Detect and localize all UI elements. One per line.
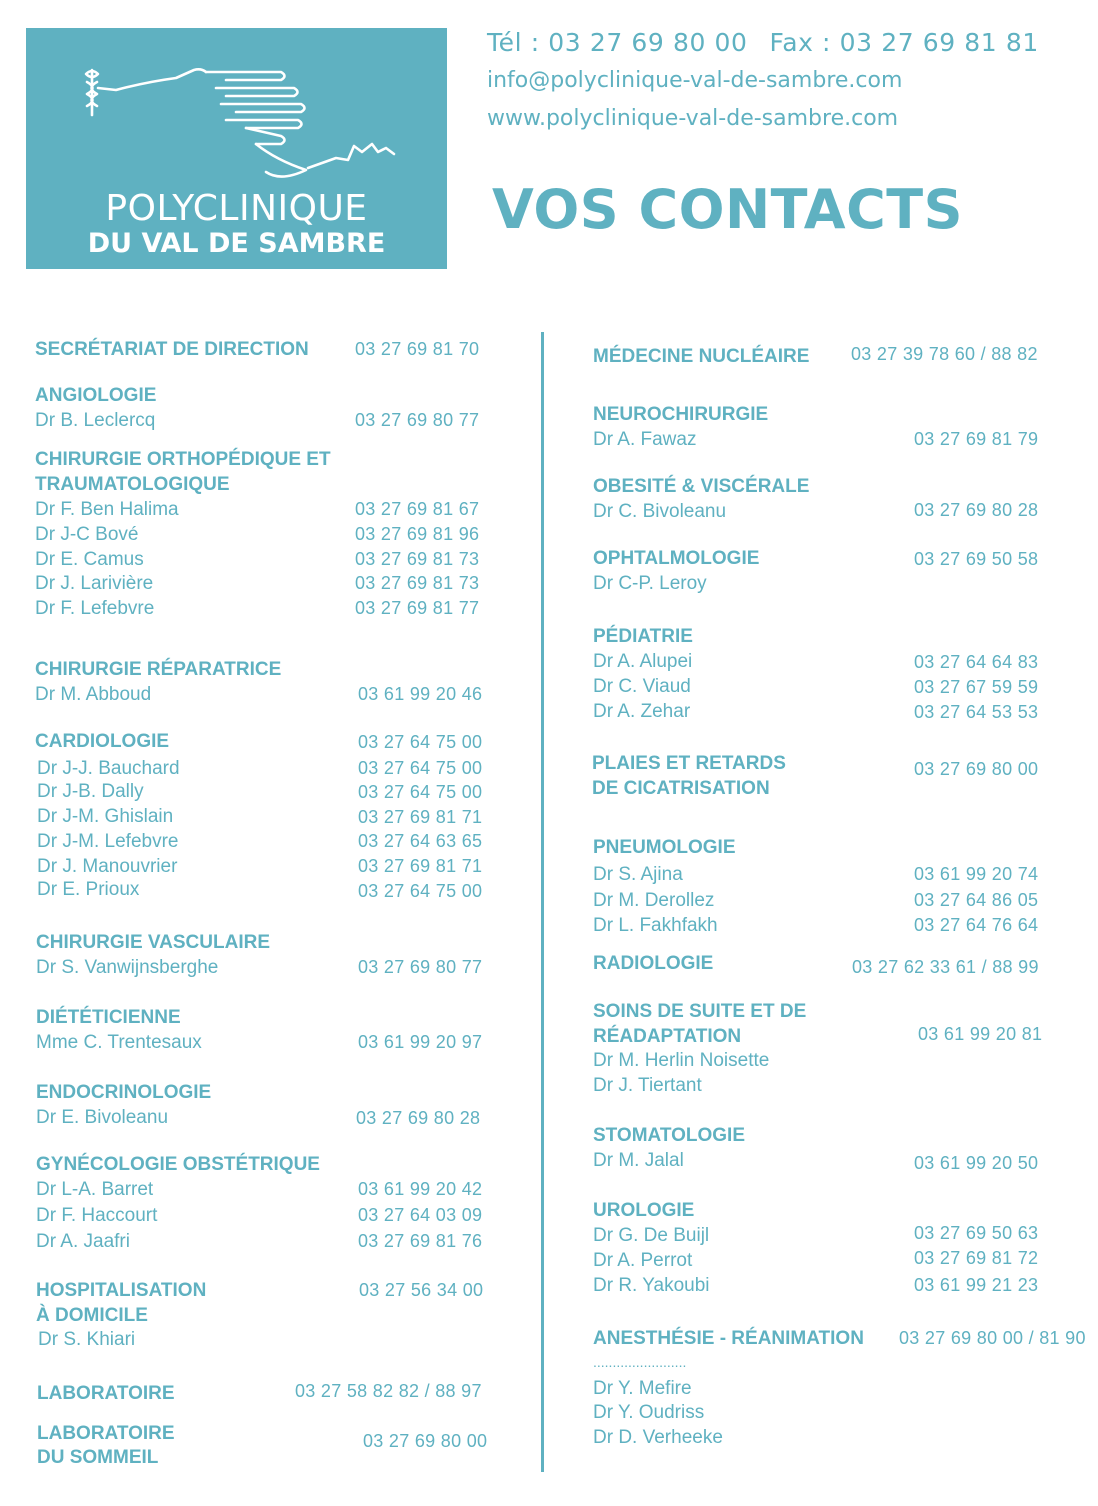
section-title: PLAIES ET RETARDS (592, 753, 786, 774)
doctor-name: Dr F. Haccourt (36, 1205, 158, 1226)
doctor-name: Dr Y. Mefire (593, 1378, 692, 1399)
tel-number: Tél : 03 27 69 80 00 (487, 28, 748, 57)
doctor-name: Dr C. Bivoleanu (593, 501, 727, 522)
doctor-name: Dr J-M. Ghislain (37, 806, 174, 827)
doctor-name: Dr A. Fawaz (593, 429, 697, 450)
section-title: ANESTHÉSIE - RÉANIMATION (593, 1328, 864, 1349)
phone-number: 03 27 58 82 82 / 88 97 (295, 1381, 482, 1401)
doctor-name: Dr M. Derollez (593, 890, 715, 911)
logo (26, 28, 447, 269)
phone-number: 03 27 64 75 00 (358, 732, 483, 752)
header-phone-line (487, 28, 1039, 57)
phone-number: 03 61 99 20 50 (914, 1153, 1039, 1173)
phone-number: 03 61 99 20 46 (358, 684, 483, 704)
doctor-name: Dr A. Jaafri (36, 1231, 130, 1252)
logo-line-2: DU VAL DE SAMBRE (87, 228, 386, 259)
section-title: ANGIOLOGIE (35, 385, 157, 406)
page-title: VOS CONTACTS (492, 178, 963, 241)
phone-number: 03 27 69 81 77 (355, 598, 480, 618)
phone-number: 03 27 64 63 65 (358, 831, 483, 851)
phone-number: 03 27 69 80 00 (914, 759, 1039, 779)
section-title: RADIOLOGIE (593, 953, 714, 974)
section-title: LABORATOIRE (37, 1383, 175, 1404)
section-title: MÉDECINE NUCLÉAIRE (593, 346, 810, 367)
doctor-name: Dr J-J. Bauchard (37, 758, 180, 779)
doctor-name: Dr L-A. Barret (36, 1179, 154, 1200)
doctor-name: Dr J-M. Lefebvre (37, 831, 179, 852)
column-divider (541, 332, 544, 1472)
phone-number: 03 27 69 81 71 (358, 856, 483, 876)
phone-number: 03 27 64 03 09 (358, 1205, 483, 1225)
phone-number: 03 27 69 80 77 (355, 410, 480, 430)
phone-number: 03 27 69 80 00 (363, 1431, 488, 1451)
doctor-name: Dr M. Abboud (35, 684, 152, 705)
phone-number: 03 27 69 81 71 (358, 807, 483, 827)
phone-number: 03 27 69 81 96 (355, 524, 480, 544)
doctor-name: Dr A. Zehar (593, 701, 691, 722)
section-title: À DOMICILE (36, 1305, 148, 1326)
phone-number: 03 61 99 21 23 (914, 1275, 1039, 1295)
dotted-separator: ........................ (593, 1354, 687, 1370)
fax-number: Fax : 03 27 69 81 81 (769, 28, 1039, 57)
doctor-name: Dr C. Viaud (593, 676, 691, 697)
phone-number: 03 61 99 20 81 (918, 1024, 1043, 1044)
doctor-name: Dr F. Ben Halima (35, 499, 179, 520)
phone-number: 03 27 64 76 64 (914, 915, 1039, 935)
doctor-name: Dr J. Tiertant (593, 1075, 702, 1096)
phone-number: 03 27 69 81 70 (355, 339, 480, 359)
phone-number: 03 27 56 34 00 (359, 1280, 484, 1300)
doctor-name: Dr G. De Buijl (593, 1225, 710, 1246)
section-title: CHIRURGIE VASCULAIRE (36, 932, 270, 953)
website-link[interactable]: www.polyclinique-val-de-sambre.com (487, 106, 899, 131)
doctor-name: Dr C-P. Leroy (593, 573, 707, 594)
section-title: NEUROCHIRURGIE (593, 404, 769, 425)
section-title: STOMATOLOGIE (593, 1125, 746, 1146)
doctor-name: Dr A. Perrot (593, 1250, 693, 1271)
doctor-name: Dr E. Camus (35, 549, 144, 570)
doctor-name: Dr M. Jalal (593, 1150, 684, 1171)
doctor-name: Dr F. Lefebvre (35, 598, 155, 619)
section-title: ENDOCRINOLOGIE (36, 1082, 212, 1103)
phone-number: 03 27 64 64 83 (914, 652, 1039, 672)
phone-number: 03 27 69 80 77 (358, 957, 483, 977)
doctor-name: Dr Y. Oudriss (593, 1402, 705, 1423)
doctor-name: Mme C. Trentesaux (36, 1032, 202, 1053)
section-title: CHIRURGIE ORTHOPÉDIQUE ET (35, 449, 331, 470)
email-link[interactable]: info@polyclinique-val-de-sambre.com (487, 68, 903, 93)
doctor-name: Dr B. Leclercq (35, 410, 156, 431)
doctor-name: Dr J-C Bové (35, 524, 139, 545)
phone-number: 03 27 69 50 58 (914, 549, 1039, 569)
phone-number: 03 27 69 81 79 (914, 429, 1039, 449)
phone-number: 03 27 39 78 60 / 88 82 (851, 344, 1038, 364)
section-title: CHIRURGIE RÉPARATRICE (35, 659, 282, 680)
doctor-name: Dr J. Manouvrier (37, 856, 178, 877)
section-title: SECRÉTARIAT DE DIRECTION (35, 339, 309, 360)
section-title: DIÉTÉTICIENNE (36, 1007, 181, 1028)
doctor-name: Dr J-B. Dally (37, 781, 144, 802)
phone-number: 03 27 64 75 00 (358, 782, 483, 802)
phone-number: 03 61 99 20 74 (914, 864, 1039, 884)
doctor-name: Dr E. Prioux (37, 879, 140, 900)
phone-number: 03 27 64 75 00 (358, 758, 483, 778)
phone-number: 03 61 99 20 42 (358, 1179, 483, 1199)
section-title: HOSPITALISATION (36, 1280, 207, 1301)
phone-number: 03 27 69 81 72 (914, 1248, 1039, 1268)
section-title: OPHTALMOLOGIE (593, 548, 760, 569)
doctor-name: Dr S. Ajina (593, 864, 683, 885)
section-title: RÉADAPTATION (593, 1026, 742, 1047)
phone-number: 03 27 64 86 05 (914, 890, 1039, 910)
section-title: OBESITÉ & VISCÉRALE (593, 476, 810, 497)
phone-number: 03 27 64 75 00 (358, 881, 483, 901)
phone-number: 03 27 69 80 28 (914, 500, 1039, 520)
section-title: TRAUMATOLOGIQUE (35, 474, 230, 495)
section-title: PÉDIATRIE (593, 626, 693, 647)
phone-number: 03 27 62 33 61 / 88 99 (852, 957, 1039, 977)
section-title: LABORATOIRE (37, 1423, 175, 1444)
doctor-name: Dr M. Herlin Noisette (593, 1050, 770, 1071)
doctor-name: Dr R. Yakoubi (593, 1275, 710, 1296)
phone-number: 03 27 67 59 59 (914, 677, 1039, 697)
section-title: CARDIOLOGIE (35, 731, 170, 752)
doctor-name: Dr J. Larivière (35, 573, 154, 594)
phone-number: 03 27 69 50 63 (914, 1223, 1039, 1243)
phone-number: 03 27 69 81 73 (355, 549, 480, 569)
section-title: DU SOMMEIL (37, 1447, 159, 1468)
logo-line-1: POLYCLINIQUE (105, 188, 368, 229)
phone-number: 03 61 99 20 97 (358, 1032, 483, 1052)
phone-number: 03 27 69 80 00 / 81 90 (899, 1328, 1086, 1348)
phone-number: 03 27 69 81 76 (358, 1231, 483, 1251)
doctor-name: Dr D. Verheeke (593, 1427, 723, 1448)
doctor-name: Dr S. Vanwijnsberghe (36, 957, 219, 978)
phone-number: 03 27 64 53 53 (914, 702, 1039, 722)
section-title: GYNÉCOLOGIE OBSTÉTRIQUE (36, 1154, 320, 1175)
phone-number: 03 27 69 81 67 (355, 499, 480, 519)
doctor-name: Dr E. Bivoleanu (36, 1107, 169, 1128)
section-title: UROLOGIE (593, 1200, 695, 1221)
section-title: PNEUMOLOGIE (593, 837, 736, 858)
section-title: DE CICATRISATION (592, 778, 770, 799)
doctor-name: Dr S. Khiari (38, 1329, 136, 1350)
doctor-name: Dr L. Fakhfakh (593, 915, 718, 936)
phone-number: 03 27 69 80 28 (356, 1108, 481, 1128)
doctor-name: Dr A. Alupei (593, 651, 693, 672)
phone-number: 03 27 69 81 73 (355, 573, 480, 593)
section-title: SOINS DE SUITE ET DE (593, 1001, 807, 1022)
logo-hand-icon (76, 60, 396, 190)
